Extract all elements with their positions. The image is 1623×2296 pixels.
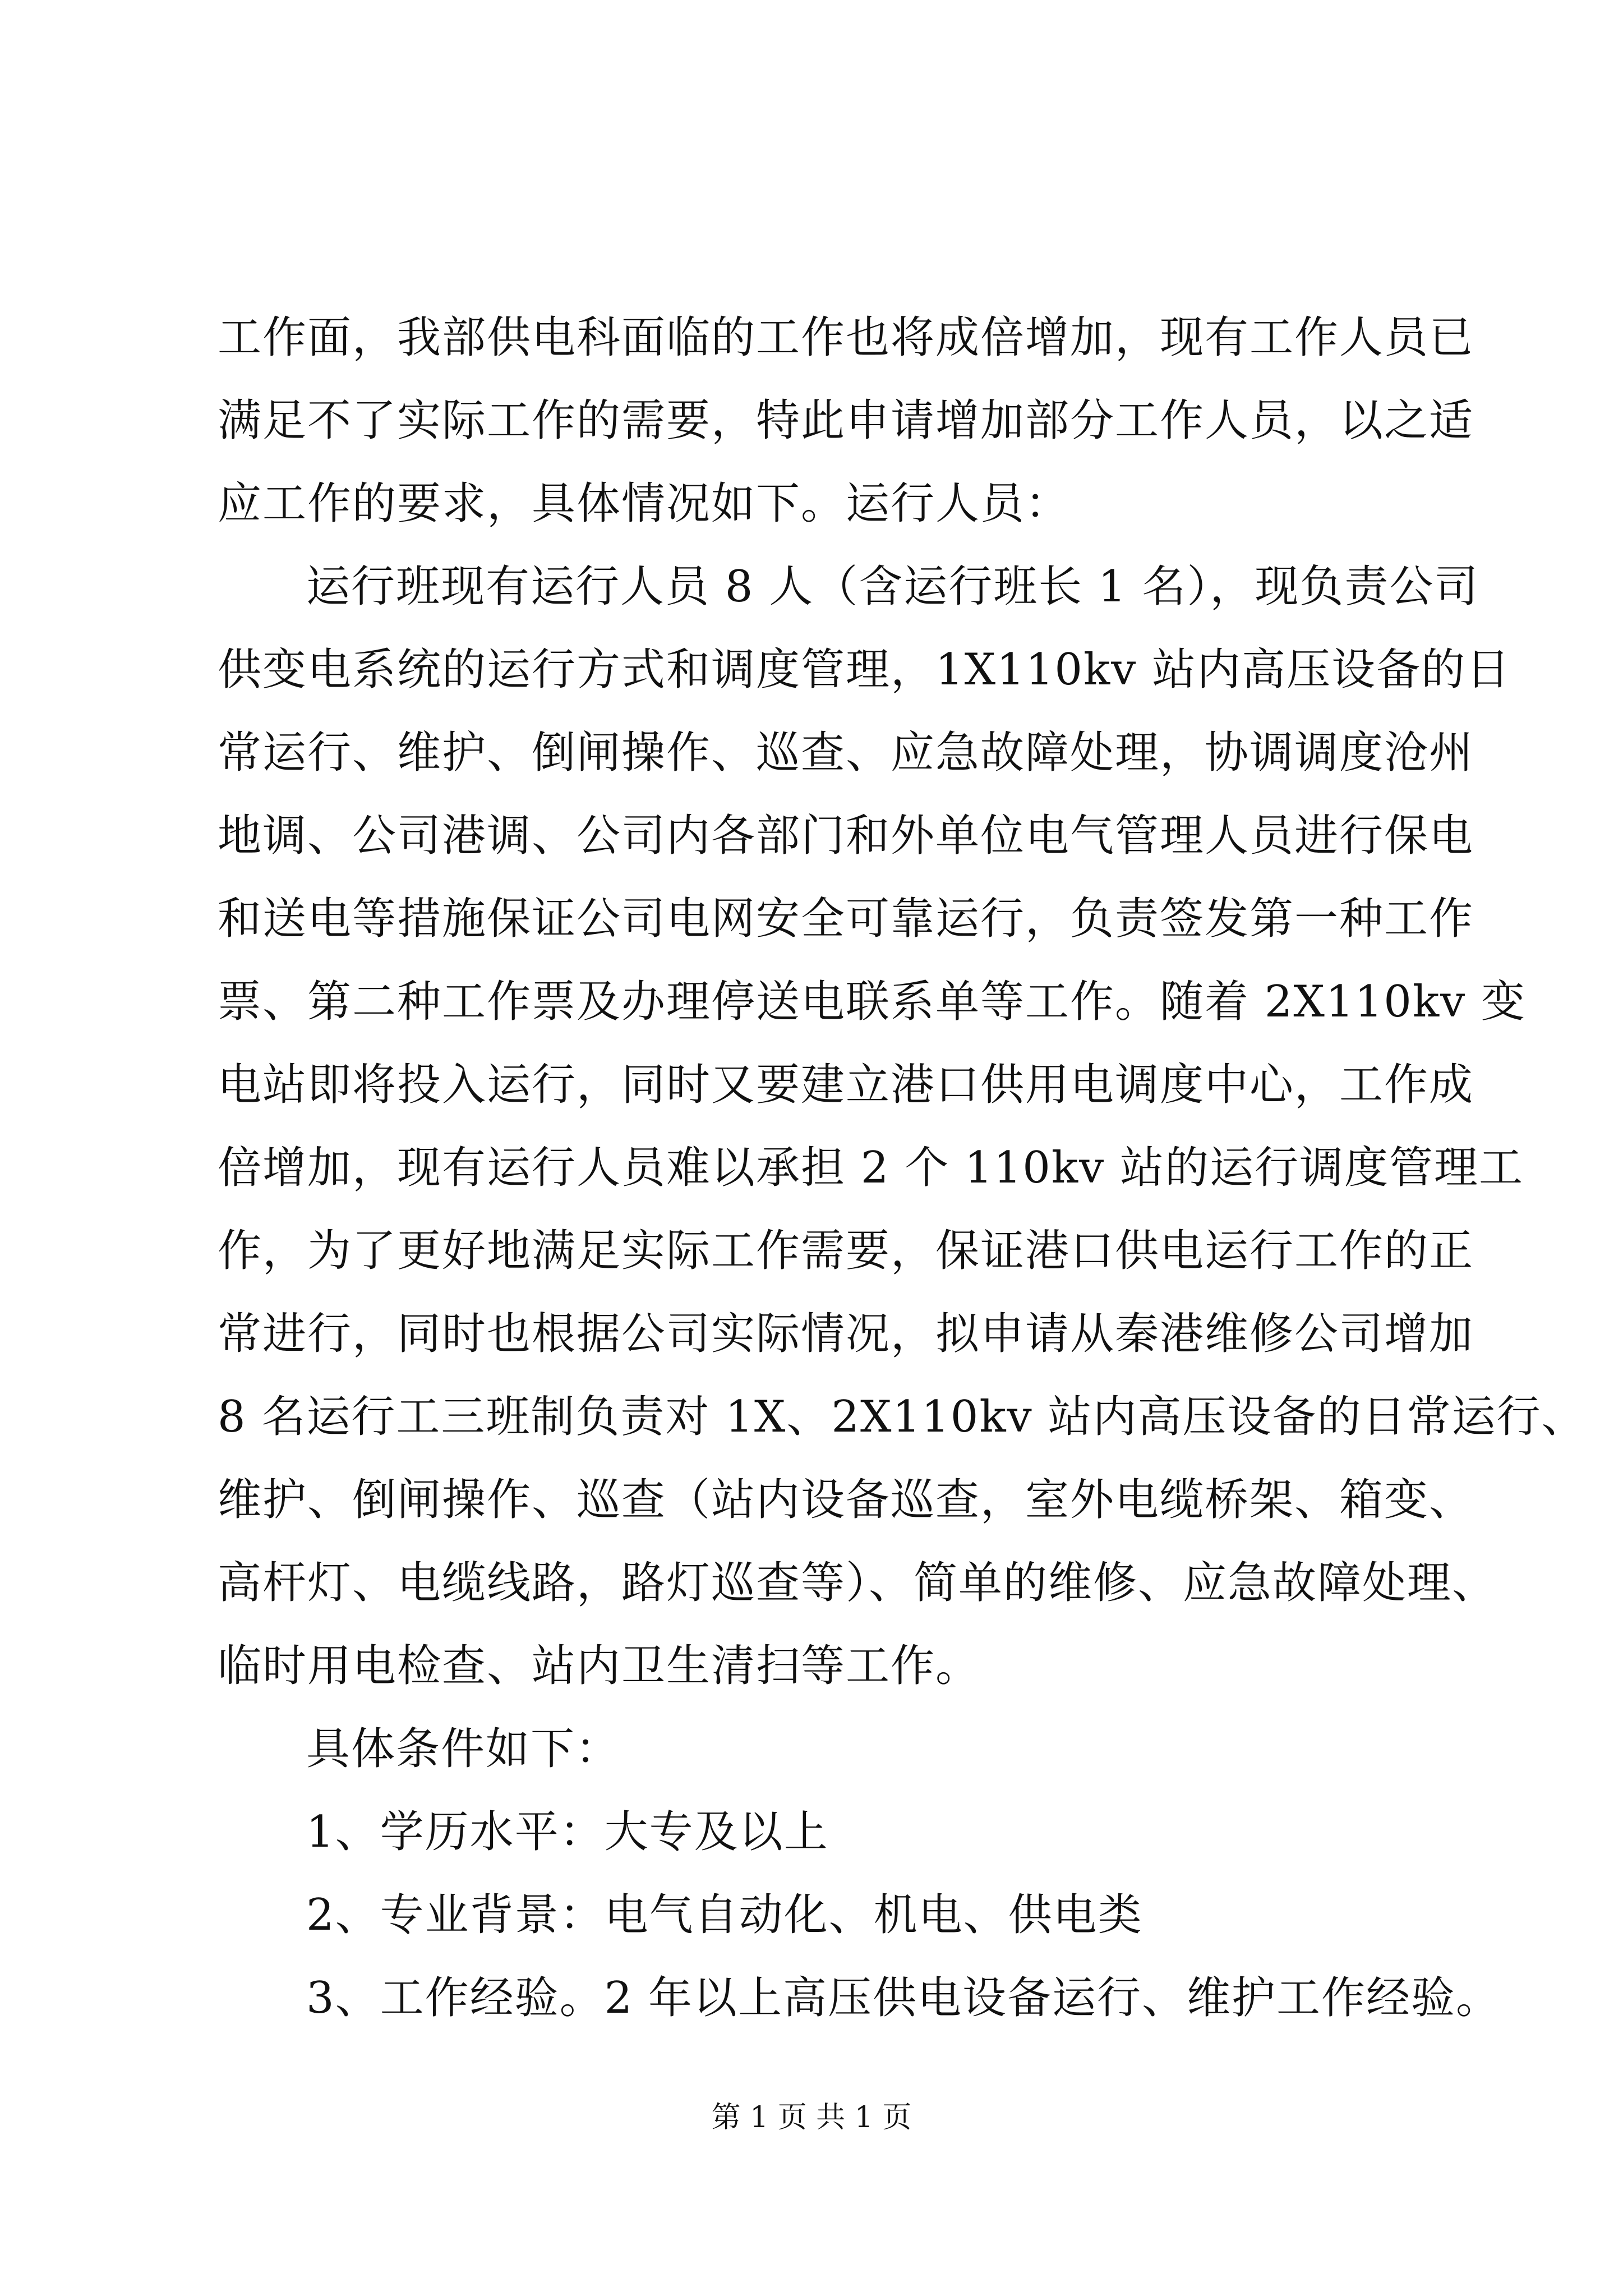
text-line: 作，为了更好地满足实际工作需要，保证港口供电运行工作的正 bbox=[218, 1226, 1474, 1276]
text-line: 电站即将投入运行，同时又要建立港口供用电调度中心，工作成 bbox=[218, 1060, 1474, 1110]
list-item: 1、学历水平：大专及以上 bbox=[306, 1807, 829, 1857]
text-line: 8 名运行工三班制负责对 1X、2X110kv 站内高压设备的日常运行、 bbox=[218, 1392, 1587, 1442]
text-line: 满足不了实际工作的需要，特此申请增加部分工作人员，以之适 bbox=[218, 395, 1474, 446]
text-line: 常进行，同时也根据公司实际情况，拟申请从秦港维修公司增加 bbox=[218, 1309, 1474, 1359]
text-line: 临时用电检查、站内卫生清扫等工作。 bbox=[218, 1641, 981, 1691]
text-line: 高杆灯、电缆线路，路灯巡查等）、简单的维修、应急故障处理、 bbox=[218, 1558, 1497, 1608]
text-line: 维护、倒闸操作、巡查（站内设备巡查，室外电缆桥架、箱变、 bbox=[218, 1475, 1474, 1525]
list-item: 2、专业背景：电气自动化、机电、供电类 bbox=[306, 1890, 1143, 1940]
text-line: 工作面，我部供电科面临的工作也将成倍增加，现有工作人员已 bbox=[218, 312, 1474, 363]
text-line: 地调、公司港调、公司内各部门和外单位电气管理人员进行保电 bbox=[218, 811, 1474, 861]
text-line: 和送电等措施保证公司电网安全可靠运行，负责签发第一种工作 bbox=[218, 894, 1474, 944]
text-line: 应工作的要求，具体情况如下。运行人员： bbox=[218, 478, 1071, 529]
text-line: 倍增加，现有运行人员难以承担 2 个 110kv 站的运行调度管理工 bbox=[218, 1143, 1524, 1193]
list-item: 3、工作经验。2 年以上高压供电设备运行、维护工作经验。 bbox=[306, 1973, 1501, 2023]
text-line: 票、第二种工作票及办理停送电联系单等工作。随着 2X110kv 变 bbox=[218, 977, 1526, 1027]
text-line: 供变电系统的运行方式和调度管理，1X110kv 站内高压设备的日 bbox=[218, 645, 1511, 695]
text-line: 具体条件如下： bbox=[306, 1724, 621, 1774]
page-footer: 第 1 页 共 1 页 bbox=[711, 2101, 912, 2134]
text-line: 运行班现有运行人员 8 人（含运行班长 1 名），现负责公司 bbox=[306, 562, 1479, 612]
text-line: 常运行、维护、倒闸操作、巡查、应急故障处理，协调调度沧州 bbox=[218, 728, 1474, 778]
document-body bbox=[218, 296, 1587, 2040]
